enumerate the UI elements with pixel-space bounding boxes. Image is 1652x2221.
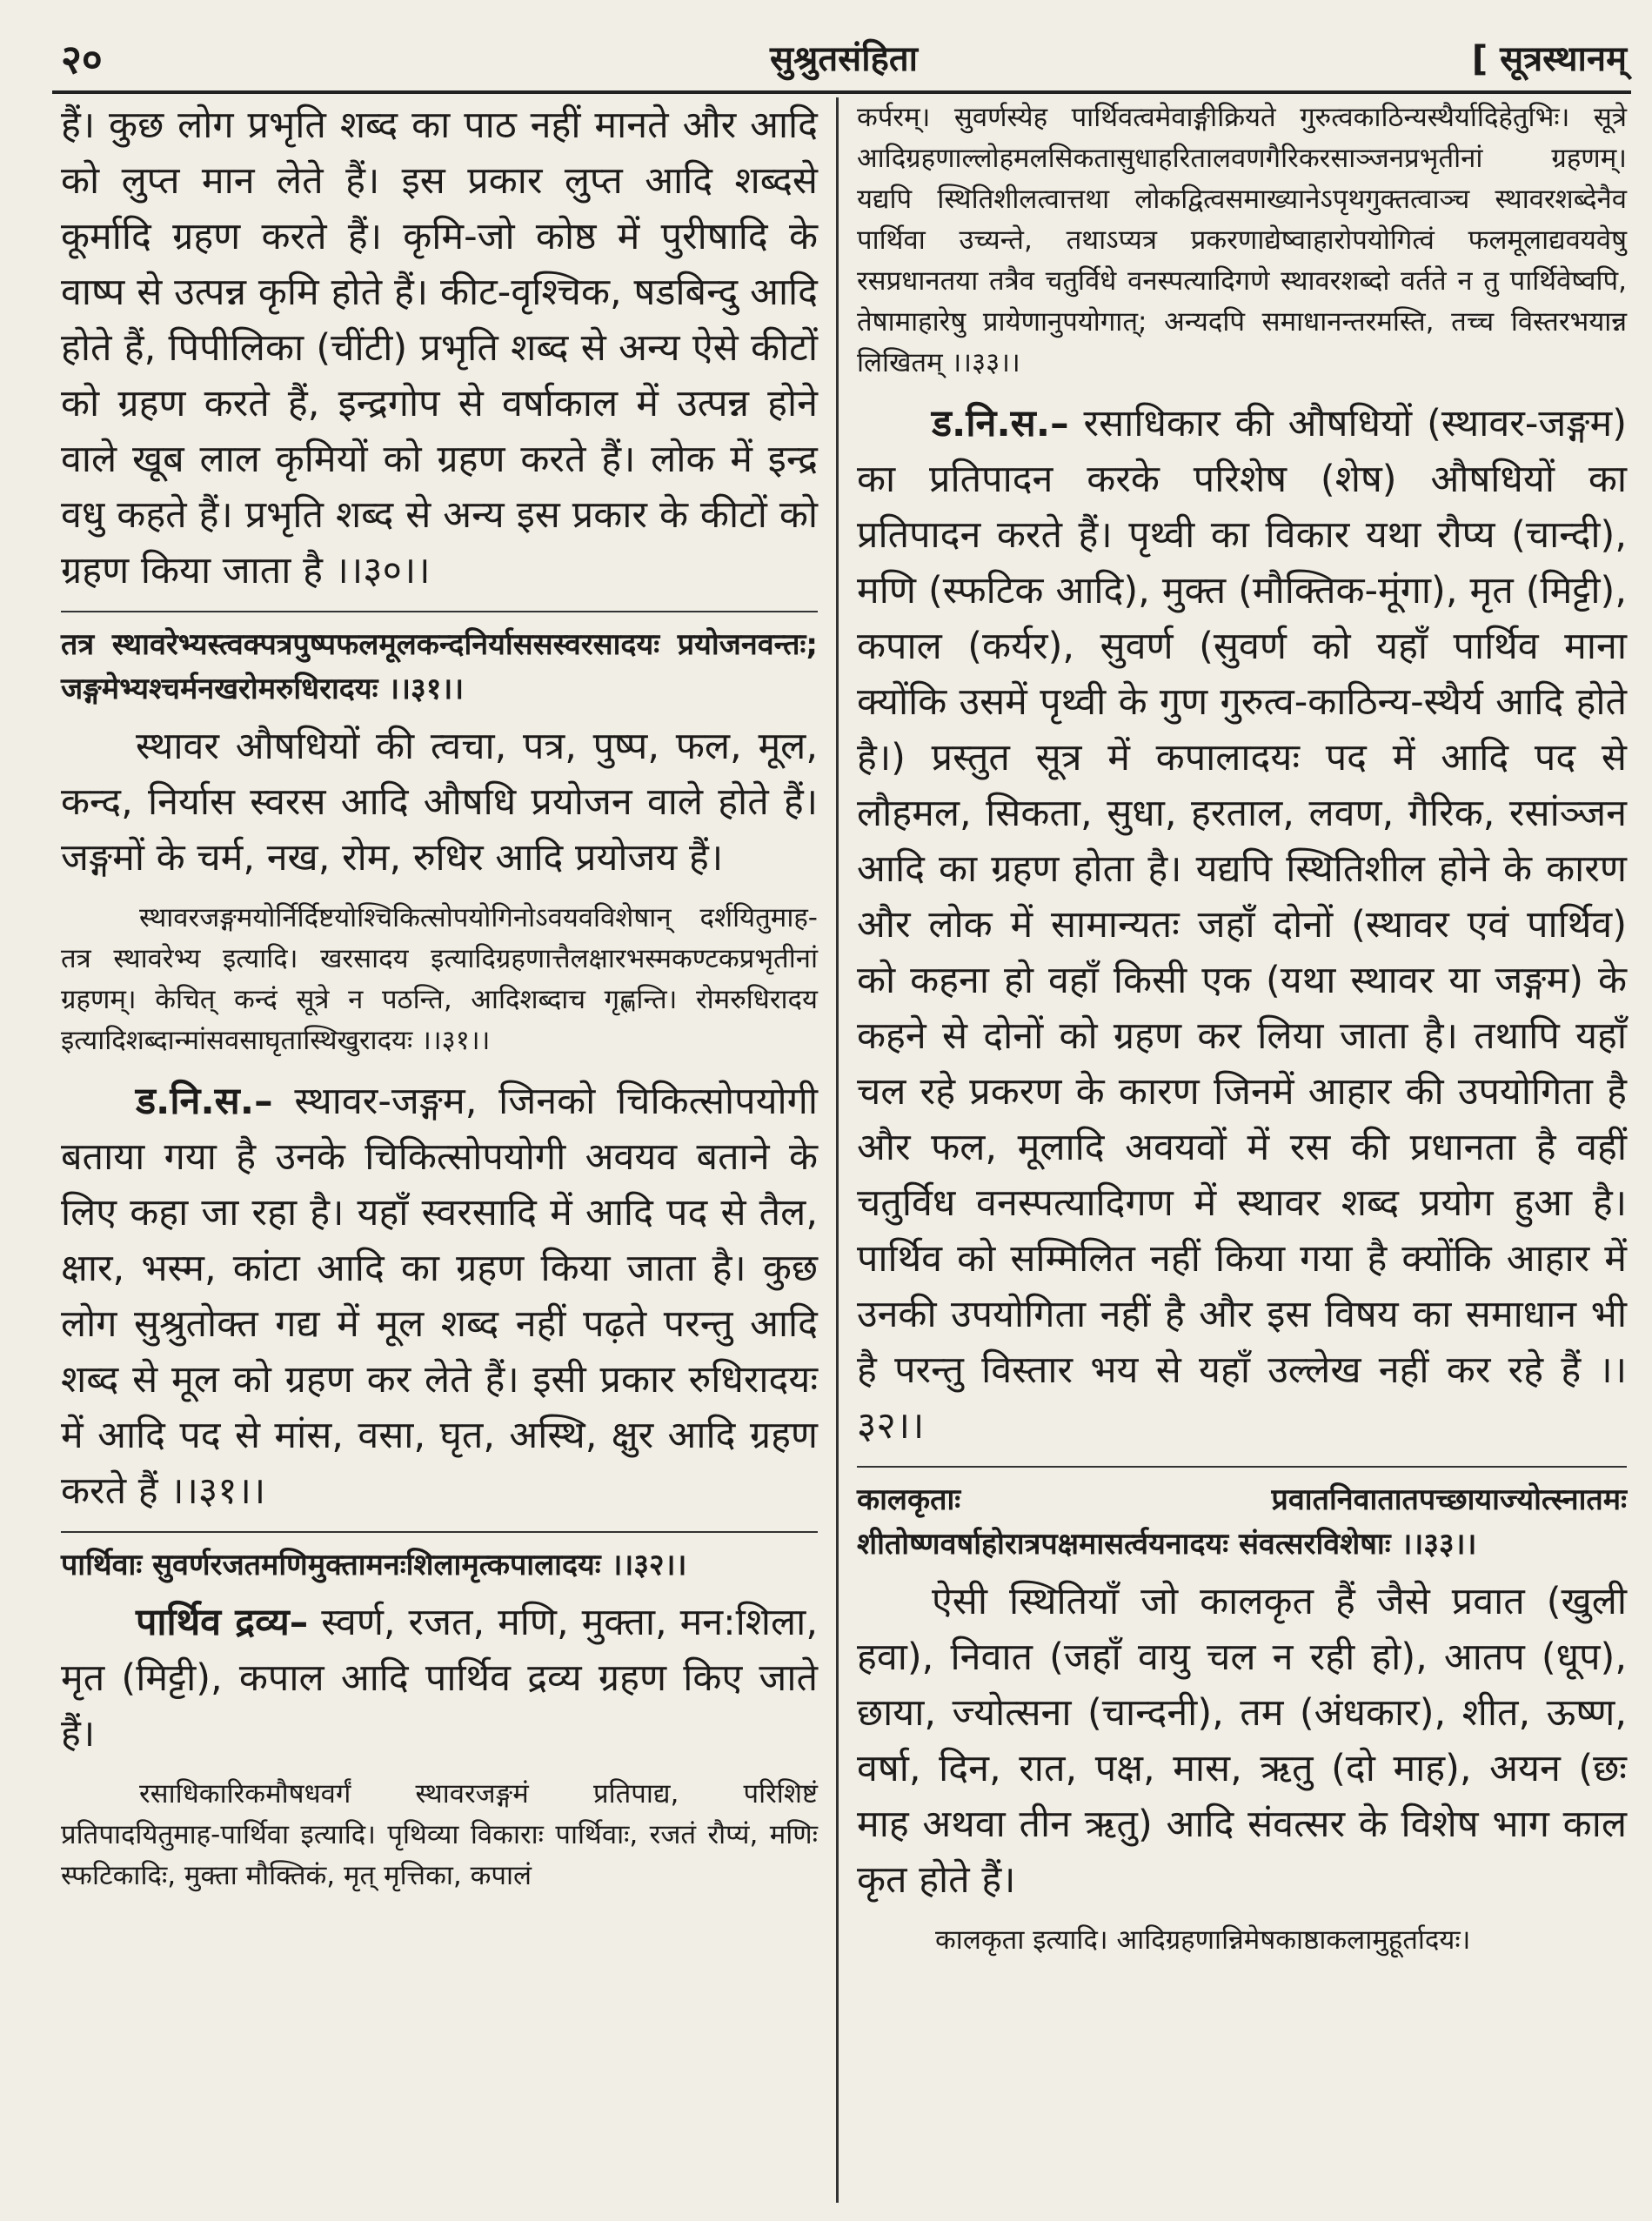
dns-label: ड.नि.स.–	[136, 1080, 273, 1123]
column-divider	[836, 97, 839, 2203]
right-column	[857, 97, 1627, 1961]
dns-label: ड.नि.स.–	[932, 402, 1069, 445]
parthiva-label: पार्थिव द्रव्य–	[136, 1601, 309, 1644]
sutra-33: कालकृताः प्रवातनिवातातपच्छायाज्योत्स्नातमः शीतोष्णवर्षाहोरात्रपक्षमासर्त्वयनादयः संवत्सरविशेषाः ।।३३।।	[857, 1482, 1627, 1562]
hindi-translation-31: स्थावर औषधियों की त्वचा, पत्र, पुष्प, फल, मूल, कन्द, निर्यास स्वरस आदि औषधि प्रयोजन वाले होते हैं। जङ्गमों के चर्म, नख, रोम, रुधिर आदि प्रयोजय हैं।	[61, 725, 818, 880]
section-title: [ सूत्रस्थानम्	[1471, 39, 1627, 79]
sanskrit-commentary-33: कालकृता इत्यादि। आदिग्रहणान्निमेषकाष्ठाकलामुहूर्तादयः।	[935, 1924, 1471, 1956]
header-rule	[52, 90, 1631, 94]
hindi-translation-32: पार्थिव द्रव्य– स्वर्ण, रजत, मणि, मुक्ता, मन:शिला, मृत (मिट्टी), कपाल आदि पार्थिव द्रव्य ग्रहण किए जाते हैं।	[61, 1601, 818, 1756]
separator-rule	[61, 1531, 818, 1533]
hindi-translation-33: ऐसी स्थितियाँ जो कालकृत हैं जैसे प्रवात (खुली हवा), निवात (जहाँ वायु चल न रही हो), आतप (धूप), छाया, ज्योत्सना (चान्दनी), तम (अंधकार), शीत, ऊष्ण, वर्षा, दिन, रात, पक्ष, मास, ऋतु (दो माह), अयन (छः माह अथवा तीन ऋतु) आदि संवत्सर के विशेष भाग काल कृत होते हैं।	[857, 1580, 1627, 1902]
sanskrit-commentary-32: रसाधिकारिकमौषधवर्गं स्थावरजङ्गमं प्रतिपाद्य, परिशिष्टं प्रतिपादयितुमाह-पार्थिवा इत्यादि। पृथिव्या विकाराः पार्थिवाः, रजतं रौप्यं, मणिः स्फटिकादिः, मुक्ता मौक्तिकं, मृत् मृत्तिका, कपालं	[61, 1778, 818, 1891]
page-header	[61, 24, 1627, 85]
sutra-31: तत्र स्थावरेभ्यस्त्वक्पत्रपुष्पफलमूलकन्दनिर्याससस्वरसादयः प्रयोजनवन्तः; जङ्गमेभ्यश्चर्मनखरोमरुधिरादयः ।।३१।।	[61, 627, 818, 706]
sutra-32: पार्थिवाः सुवर्णरजतमणिमुक्तामनःशिलामृत्कपालादयः ।।३२।।	[61, 1548, 687, 1582]
hindi-paragraph-30: हैं। कुछ लोग प्रभृति शब्द का पाठ नहीं मानते और आदि को लुप्त मान लेते हैं। इस प्रकार लुप्त आदि शब्दसे कूर्मादि ग्रहण करते हैं। कृमि-जो कोष्ठ में पुरीषादि के वाष्प से उत्पन्न कृमि होते हैं। कीट-वृश्चिक, षडबिन्दु आदि होते हैं, पिपीलिका (चींटी) प्रभृति शब्द से अन्य ऐसे कीटों को ग्रहण करते हैं, इन्द्रगोप से वर्षाकाल में उत्पन्न होने वाले खूब लाल कृमियों को ग्रहण करते हैं। लोक में इन्द्र वधु कहते हैं। प्रभृति शब्द से अन्य इस प्रकार के कीटों को ग्रहण किया जाता है ।।३०।।	[61, 104, 818, 592]
dns-commentary-32: ड.नि.स.– रसाधिकार की औषधियों (स्थावर-जङ्गम) का प्रतिपादन करके परिशेष (शेष) औषधियों का प्रतिपादन करते हैं। पृथ्वी का विकार यथा रौप्य (चान्दी), मणि (स्फटिक आदि), मुक्त (मौक्तिक-मूंगा), मृत (मिट्टी), कपाल (कर्यर), सुवर्ण (सुवर्ण को यहाँ पार्थिव माना क्योंकि उसमें पृथ्वी के गुण गुरुत्व-काठिन्य-स्थैर्य आदि होते है।) प्रस्तुत सूत्र में कपालादयः पद में आदि पद से लौहमल, सिकता, सुधा, हरताल, लवण, गैरिक, रसांञ्जन आदि का ग्रहण होता है। यद्यपि स्थितिशील होने के कारण और लोक में सामान्यतः जहाँ दोनों (स्थावर एवं पार्थिव) को कहना हो वहाँ किसी एक (यथा स्थावर या जङ्गम) के कहने से दोनों को ग्रहण कर लिया जाता है। तथापि यहाँ चल रहे प्रकरण के कारण जिनमें आहार की उपयोगिता है और फल, मूलादि अवयवों में रस की प्रधानता है वहीं चतुर्विध वनस्पत्यादिगण में स्थावर शब्द प्रयोग हुआ है। पार्थिव को सम्मिलित नहीं किया गया है क्योंकि आहार में उनकी उपयोगिता नहीं है और इस विषय का समाधान भी है परन्तु विस्तार भय से यहाँ उल्लेख नहीं कर रहे हैं ।।३२।।	[857, 402, 1627, 1448]
separator-rule	[61, 611, 818, 612]
page-number: २०	[61, 36, 103, 83]
separator-rule	[857, 1466, 1627, 1468]
running-title: सुश्रुतसंहिता	[770, 39, 918, 79]
sanskrit-commentary-31: स्थावरजङ्गमयोर्निर्दिष्टयोश्चिकित्सोपयोगिनोऽवयवविशेषान् दर्शयितुमाह-तत्र स्थावरेभ्य इत्यादि। खरसादय इत्यादिग्रहणात्तैलक्षारभस्मकण्टकप्रभृतीनां ग्रहणम्। केचित् कन्दं सूत्रे न पठन्ति, आदिशब्दाच गृह्णन्ति। रोमरुधिरादय इत्यादिशब्दान्मांसवसाघृतास्थिखुरादयः ।।३१।।	[61, 902, 818, 1056]
dns-commentary-31: ड.नि.स.– स्थावर-जङ्गम, जिनको चिकित्सोपयोगी बताया गया है उनके चिकित्सोपयोगी अवयव बताने के लिए कहा जा रहा है। यहाँ स्वरसादि में आदि पद से तैल, क्षार, भस्म, कांटा आदि का ग्रहण किया जाता है। कुछ लोग सुश्रुतोक्त गद्य में मूल शब्द नहीं पढ़ते परन्तु आदि शब्द से मूल को ग्रहण कर लेते हैं। इसी प्रकार रुधिरादयः में आदि पद से मांस, वसा, घृत, अस्थि, क्षुर आदि ग्रहण करते हैं ।।३१।।	[61, 1080, 818, 1513]
sanskrit-commentary-32-continued: कर्परम्। सुवर्णस्येह पार्थिवत्वमेवाङ्गीक्रियते गुरुत्वकाठिन्यस्थैर्यादिहेतुभिः। सूत्रे आदिग्रहणाल्लोहमलसिकतासुधाहरितालवणगैरिकरसाञ्जनप्रभृतीनां ग्रहणम्। यद्यपि स्थितिशीलत्वात्तथा लोकद्वित्वसमाख्यानेऽपृथगुक्तत्वाञ्च स्थावरशब्देनैव पार्थिवा उच्यन्ते, तथाऽप्यत्र प्रकरणाद्येष्वाहारोपयोगित्वं फलमूलाद्यवयवेषु रसप्रधानतया तत्रैव चतुर्विधे वनस्पत्यादिगणे स्थावरशब्दो वर्तते न तु पार्थिवेष्वपि, तेषामाहारेषु प्रायेणानुपयोगात्; अन्यदपि समाधानन्तरमस्ति, तच्च विस्तरभयान्न लिखितम् ।।३३।।	[857, 102, 1627, 378]
left-column	[61, 97, 818, 1897]
